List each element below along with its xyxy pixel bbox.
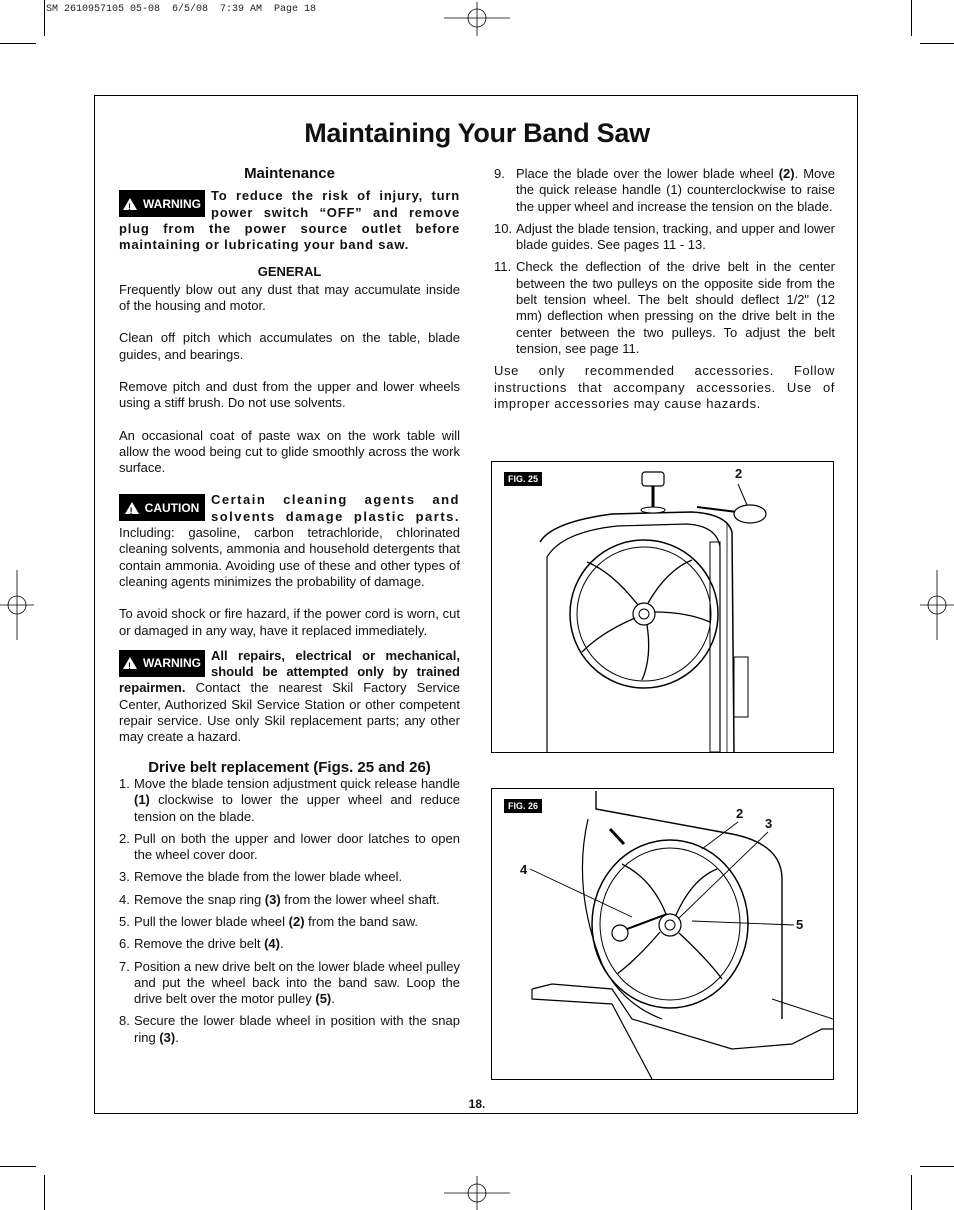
page-number: 18. [468, 1097, 486, 1111]
warning2-text: Contact the nearest Skil Factory Service Center, Authorized Skil Service Station or other competent repair service. Use only Skil replacement parts; any other may create a hazard. [119, 680, 460, 745]
print-slug: SM 2610957105 05-08 6/5/08 7:39 AM Page 18 [46, 4, 317, 15]
callout-3: 3 [765, 816, 773, 831]
steps-list-left [119, 776, 460, 1046]
paragraph: An occasional coat of paste wax on the work table will allow the wood being cut to glide smoothly across the work surface. [119, 427, 460, 476]
registration-mark-right [920, 570, 954, 640]
warning2-block [119, 648, 460, 746]
callout-2: 2 [735, 466, 743, 481]
caution-bold-text: Certain cleaning agents and solvents damage plastic parts. [211, 492, 460, 524]
warning2-badge [119, 650, 205, 677]
band-saw-lower-wheel-illustration [492, 789, 833, 1079]
registration-mark-top [444, 2, 510, 36]
caution-badge [119, 494, 205, 521]
caution-badge-label: CAUTION [144, 500, 200, 515]
caution-triangle-icon: ! [125, 502, 139, 514]
warning-badge-label: WARNING [143, 196, 201, 211]
paragraph: Remove pitch and dust from the upper and lower wheels using a stiff brush. Do not use solvents. [119, 378, 460, 411]
figure-25 [491, 461, 834, 753]
accessories-note: Use only recommended accessories. Follow instructions that accompany accessories. Use of improper accessories may cause hazards. [494, 363, 835, 411]
list-item: 8. Secure the lower blade wheel in position with the snap ring (3). [119, 1013, 460, 1045]
crop-mark [0, 43, 36, 44]
caution-block [119, 492, 460, 590]
general-heading: GENERAL [257, 264, 322, 280]
right-column [494, 166, 835, 412]
figure-25-tag: FIG. 25 [504, 472, 542, 486]
warning-text: To reduce the risk of injury, turn power switch “OFF” and remove plug from the power source outlet before maintaining or lubricating your band saw. [119, 188, 460, 253]
list-item: 7. Position a new drive belt on the lower blade wheel pulley and put the wheel back into the band saw. Loop the drive belt over the motor pulley (5). [119, 958, 460, 1007]
warning-block [119, 188, 460, 253]
crop-mark [44, 1175, 45, 1210]
steps-list-right [494, 166, 835, 357]
callout-5: 5 [796, 917, 804, 932]
warning2-badge-label: WARNING [143, 656, 201, 671]
drive-belt-heading: Drive belt replacement (Figs. 25 and 26) [148, 758, 431, 776]
crop-mark [911, 0, 912, 36]
list-item: 3. Remove the blade from the lower blade wheel. [119, 869, 403, 885]
crop-mark [0, 1166, 36, 1167]
list-item: 6. Remove the drive belt (4). [119, 936, 284, 952]
callout-2: 2 [736, 806, 744, 821]
left-column [119, 166, 460, 1052]
figure-26-tag: FIG. 26 [504, 799, 542, 813]
registration-mark-bottom [444, 1176, 510, 1210]
band-saw-upper-wheel-illustration [492, 462, 833, 752]
list-item: 5. Pull the lower blade wheel (2) from the band saw. [119, 913, 418, 929]
figure-26 [491, 788, 834, 1080]
maintenance-heading: Maintenance [244, 165, 335, 182]
warning2-bold-text: All repairs, electrical or mechanical, should be attempted only by trained repairmen. [119, 647, 460, 696]
list-item: 10. Adjust the blade tension, tracking, and upper and lower blade guides. See pages 11 - 13. [494, 220, 835, 253]
list-item: 9. Place the blade over the lower blade wheel (2). Move the quick release handle (1) counterclockwise to raise the upper wheel and increase the tension on the blade. [494, 166, 836, 214]
paragraph: Frequently blow out any dust that may accumulate inside of the housing and motor. [119, 281, 460, 314]
warning-badge [119, 190, 205, 217]
paragraph: Clean off pitch which accumulates on the table, blade guides, and bearings. [119, 330, 460, 362]
list-item: 1. Move the blade tension adjustment quick release handle (1) clockwise to lower the upper wheel and reduce tension on the blade. [119, 775, 460, 824]
crop-mark [44, 0, 45, 36]
warning-triangle-icon: ! [123, 198, 137, 210]
crop-mark [920, 43, 954, 44]
list-item: 2. Pull on both the upper and lower door latches to open the wheel cover door. [119, 830, 460, 863]
list-item: 11. Check the deflection of the drive belt in the center between the two pulleys on the opposite side from the belt tension wheel. The belt should deflect 1/2" (12 mm) deflection when pressing on the drive belt in the center between the two pulleys. To adjust the belt tension, see page 11. [494, 259, 835, 356]
registration-mark-left [0, 570, 34, 640]
list-item: 4. Remove the snap ring (3) from the lower wheel shaft. [119, 891, 440, 907]
page-title: Maintaining Your Band Saw [304, 118, 650, 148]
caution-text: Including: gasoline, carbon tetrachloride, chlorinated cleaning solvents, ammonia and household detergents that contain ammonia. Avoiding use of these and other types of cleaning agents minimizes the probability of damage. [119, 525, 460, 589]
crop-mark [911, 1175, 912, 1210]
paragraph: To avoid shock or fire hazard, if the power cord is worn, cut or damaged in any way, have it replaced immediately. [119, 606, 460, 638]
crop-mark [920, 1166, 954, 1167]
warning2-triangle-icon: ! [123, 657, 137, 669]
callout-4: 4 [520, 862, 528, 877]
